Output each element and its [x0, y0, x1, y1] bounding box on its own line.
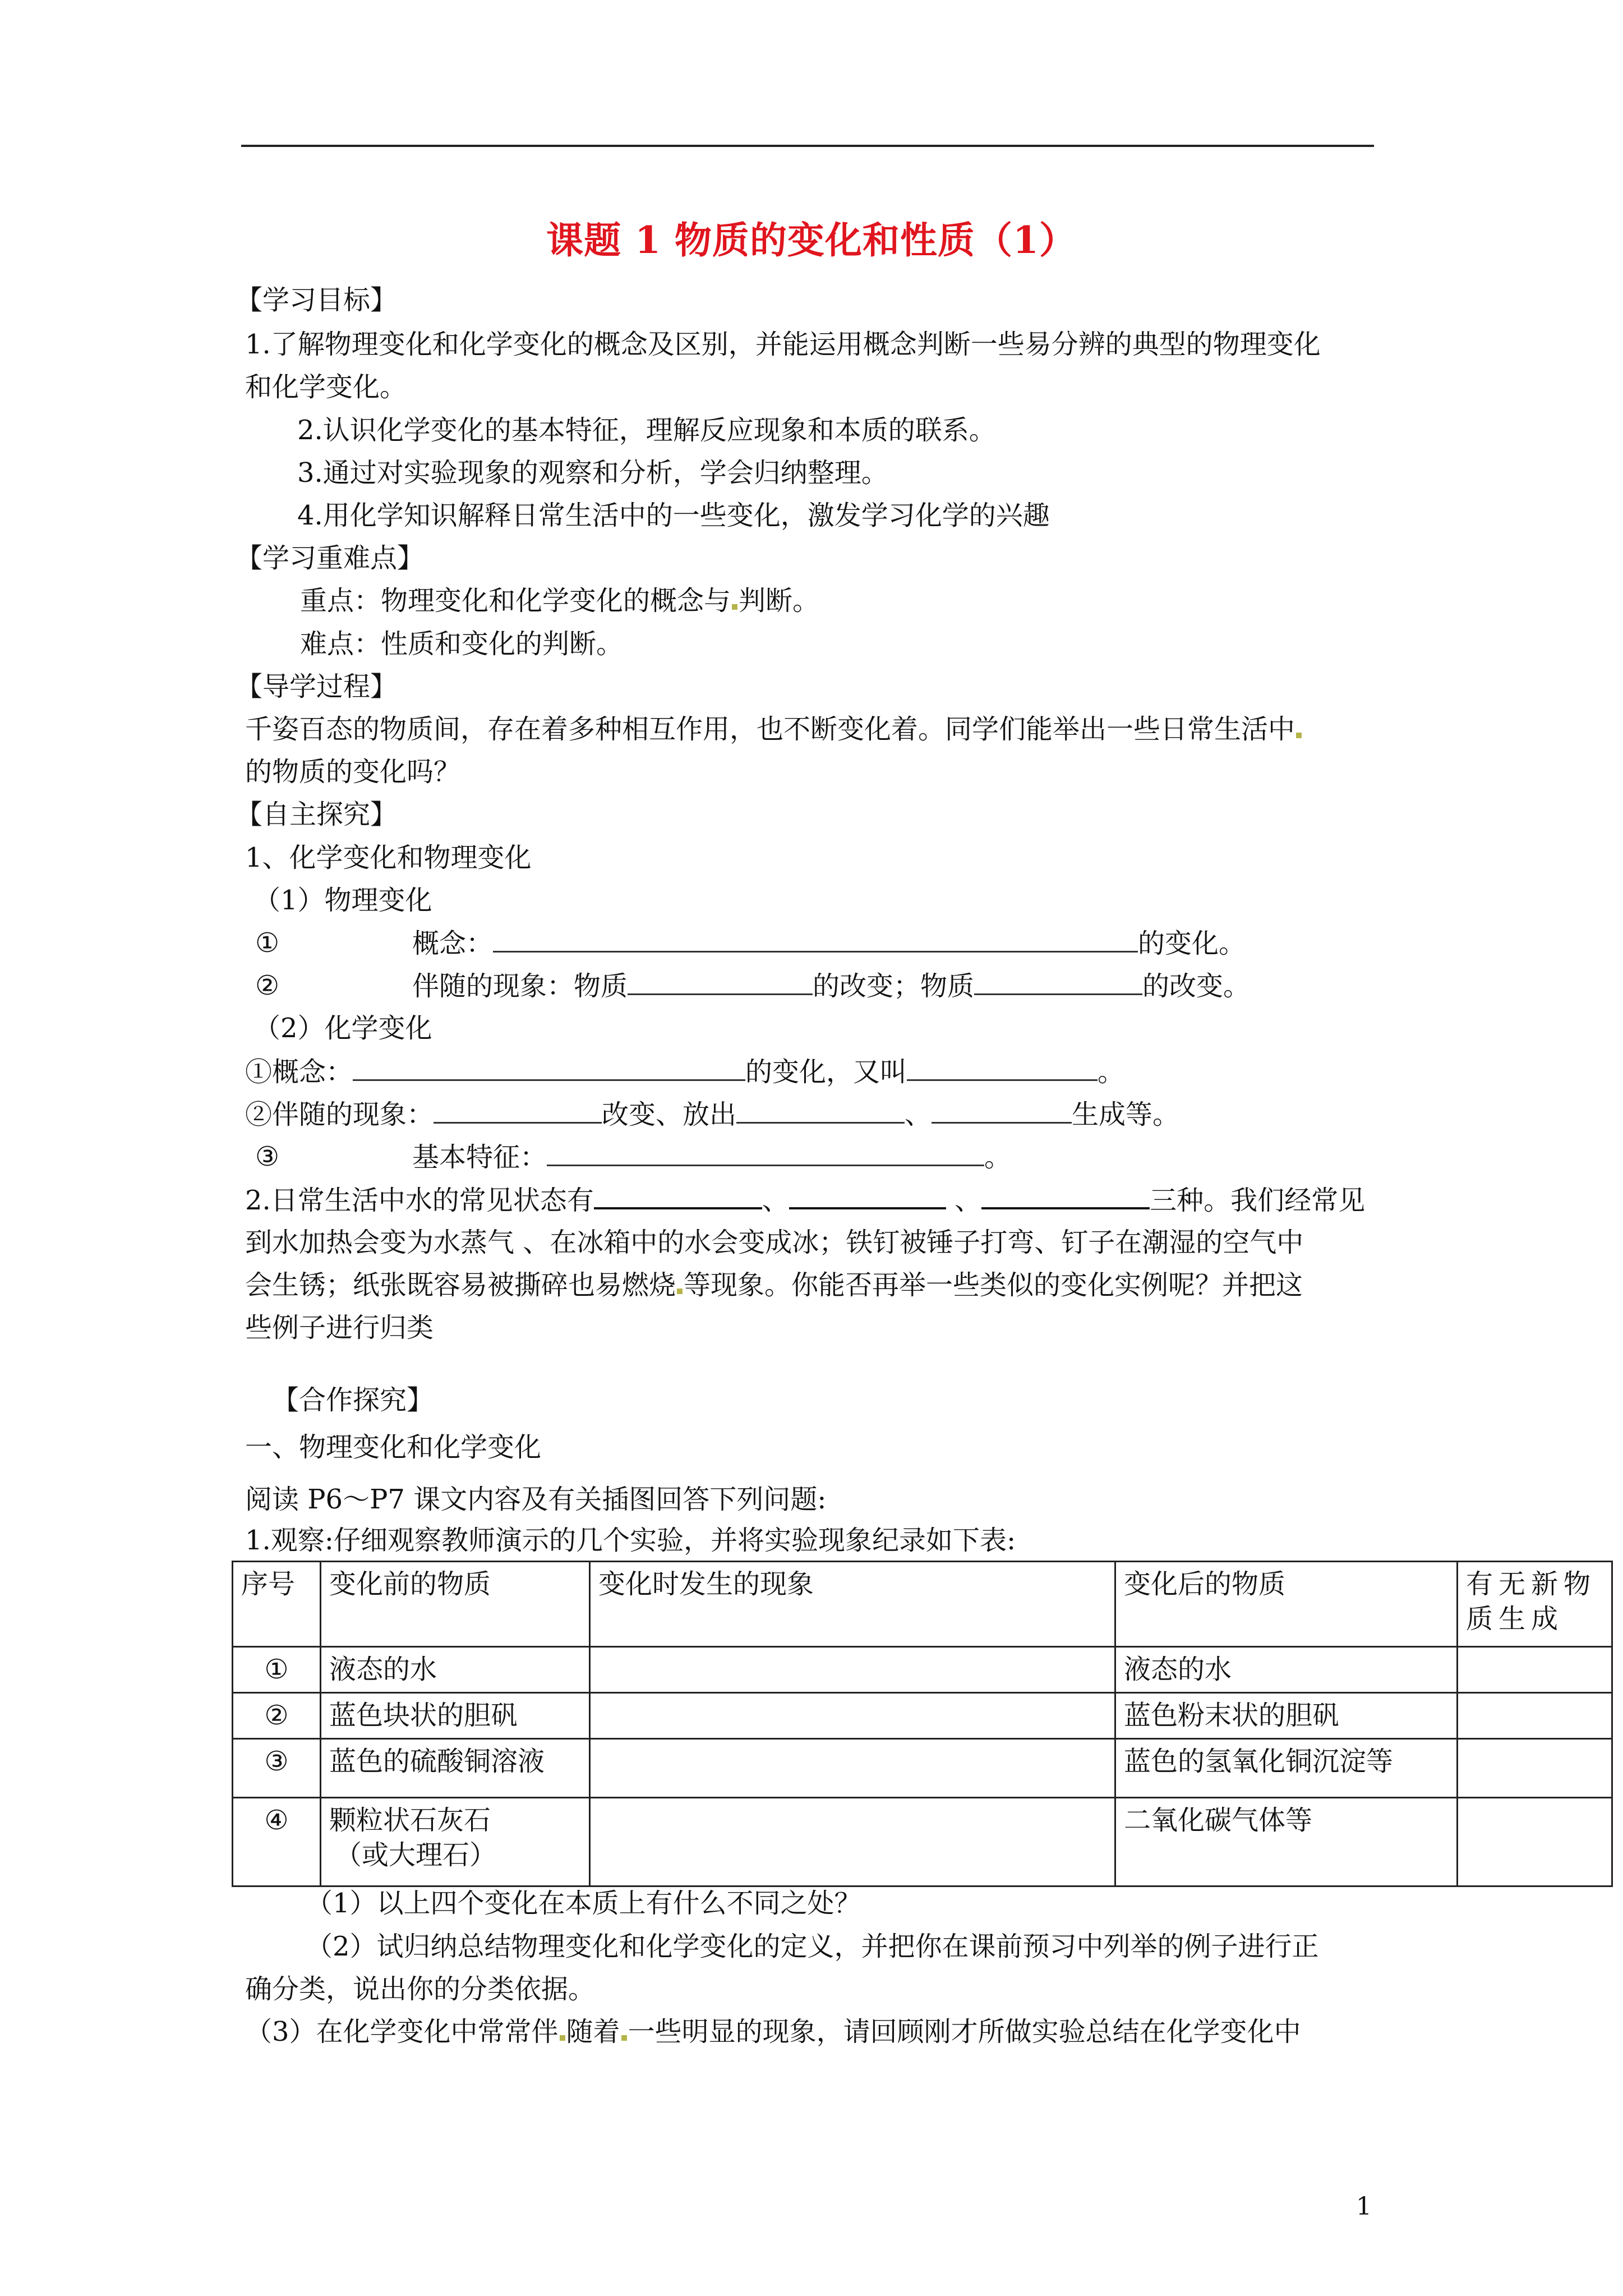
- edit-mark: [732, 604, 737, 610]
- goals-heading: 【学习目标】: [236, 284, 398, 316]
- page-number: 1: [1356, 2192, 1372, 2221]
- new-substance-cell[interactable]: [1458, 1647, 1612, 1693]
- new-substance-cell[interactable]: [1458, 1739, 1612, 1798]
- fill-blank[interactable]: [628, 969, 813, 995]
- table-header-row: [233, 1562, 1612, 1647]
- phenomenon-cell[interactable]: [590, 1647, 1115, 1693]
- physical-change-heading: （1）物理变化: [253, 885, 432, 916]
- question-3: （3）在化学变化中常常伴 随着 一些明显的现象，请回顾刚才所做实验总结在化学变化中: [245, 2016, 1301, 2047]
- before-cell: 颗粒状石灰石 （或大理石）: [321, 1798, 590, 1887]
- goal-3: 3.通过对实验现象的观察和分析，学会归纳整理。: [297, 457, 888, 489]
- after-cell: 蓝色的氢氧化铜沉淀等: [1115, 1739, 1458, 1798]
- row-number: ②: [233, 1693, 321, 1739]
- observation-table: [232, 1561, 1613, 1887]
- fill-blank[interactable]: [932, 1097, 1072, 1124]
- after-cell: 液态的水: [1115, 1647, 1458, 1693]
- goal-4: 4.用化学知识解释日常生活中的一些变化，激发学习化学的兴趣: [297, 500, 1050, 531]
- phenomenon-cell[interactable]: [590, 1693, 1115, 1739]
- reading-instruction: 阅读 P6～P7 课文内容及有关插图回答下列问题:: [245, 1484, 827, 1515]
- header-cell: 变化后的物质: [1115, 1562, 1458, 1647]
- fill-blank[interactable]: [547, 1140, 984, 1166]
- fill-blank[interactable]: [353, 1055, 745, 1081]
- fill-blank[interactable]: [493, 926, 1138, 953]
- before-cell: 液态的水: [321, 1647, 590, 1693]
- chem-feature-num: ③: [255, 1141, 280, 1172]
- chem-concept: ①概念： 的变化，又叫 。: [245, 1055, 1124, 1089]
- fill-blank[interactable]: [434, 1097, 602, 1124]
- row-number: ③: [233, 1739, 321, 1798]
- fill-blank[interactable]: [789, 1182, 946, 1209]
- question-1: （1）以上四个变化在本质上有什么不同之处？: [306, 1888, 861, 1919]
- row-number: ④: [233, 1798, 321, 1887]
- fill-blank[interactable]: [594, 1182, 762, 1209]
- phenomenon-cell[interactable]: [590, 1739, 1115, 1798]
- observe-instruction: 1.观察:仔细观察教师演示的几个实验，并将实验现象纪录如下表:: [245, 1525, 1016, 1556]
- fill-blank[interactable]: [907, 1055, 1098, 1081]
- before-cell: 蓝色的硫酸铜溶液: [321, 1739, 590, 1798]
- header-cell: 变化时发生的现象: [590, 1562, 1115, 1647]
- page-title: 课题 1 物质的变化和性质（1）: [546, 218, 1077, 262]
- goal-1-line-1: 1.了解物理变化和化学变化的概念及区别，并能运用概念判断一些易分辨的典型的物理变化: [245, 329, 1321, 360]
- question-2-line-2: 确分类，说出你的分类依据。: [245, 1973, 596, 2005]
- self-heading: 【自主探究】: [236, 799, 398, 830]
- edit-mark: [621, 2035, 627, 2041]
- edit-mark: [560, 2035, 565, 2041]
- before-cell: 蓝色块状的胆矾: [321, 1693, 590, 1739]
- self-section-1: 1、化学变化和物理变化: [245, 842, 532, 873]
- header-cell: 有无新物质生成: [1458, 1562, 1612, 1647]
- edit-mark: [1296, 733, 1302, 738]
- water-text-4: 些例子进行归类: [245, 1312, 434, 1343]
- coop-heading: 【合作探究】: [272, 1384, 434, 1416]
- guide-text: 千姿百态的物质间，存在着多种相互作用，也不断变化着。同学们能举出一些日常生活中: [245, 712, 1303, 746]
- water-text-2: 到水加热会变为水蒸气 、在冰箱中的水会变成冰；铁钉被锤子打弯、钉子在潮湿的空气中: [245, 1227, 1304, 1258]
- new-substance-cell[interactable]: [1458, 1798, 1612, 1887]
- water-states: 2.日常生活中水的常见状态有 、 、 三种。我们经常见: [245, 1182, 1365, 1217]
- chem-phenomenon: ②伴随的现象： 改变、放出 、 生成等。: [245, 1097, 1179, 1131]
- phys-phenomenon: 伴随的现象：物质 的改变；物质 的改变。: [412, 969, 1250, 1003]
- phenomenon-cell[interactable]: [590, 1798, 1115, 1887]
- hard-point: 难点：性质和变化的判断。: [300, 628, 624, 660]
- fill-blank[interactable]: [974, 969, 1142, 995]
- chemical-change-heading: （2）化学变化: [253, 1013, 432, 1044]
- key-point: 重点：物理变化和化学变化的概念与 判断。: [300, 585, 820, 616]
- goal-1-line-2: 和化学变化。: [245, 371, 407, 403]
- after-cell: 蓝色粉末状的胆矾: [1115, 1693, 1458, 1739]
- edit-mark: [677, 1289, 683, 1294]
- fill-blank[interactable]: [736, 1097, 905, 1124]
- header-rule: [241, 145, 1374, 147]
- after-cell: 二氧化碳气体等: [1115, 1798, 1458, 1887]
- header-cell: 变化前的物质: [321, 1562, 590, 1647]
- phys-concept: 概念： 的变化。: [412, 926, 1246, 960]
- guide-heading: 【导学过程】: [236, 671, 398, 702]
- goal-2: 2.认识化学变化的基本特征，理解反应现象和本质的联系。: [297, 415, 996, 446]
- question-2-line-1: （2）试归纳总结物理变化和化学变化的定义，并把你在课前预习中列举的例子进行正: [306, 1931, 1319, 1962]
- phys-phenomenon-num: ②: [255, 970, 280, 1001]
- difficulty-heading: 【学习重难点】: [236, 542, 425, 574]
- coop-section-1: 一、物理变化和化学变化: [245, 1432, 542, 1463]
- phys-concept-num: ①: [255, 927, 280, 959]
- fill-blank[interactable]: [981, 1182, 1150, 1209]
- water-text-3: 会生锈；纸张既容易被撕碎也易燃烧 等现象。你能否再举一些类似的变化实例呢？并把这: [245, 1269, 1303, 1301]
- table-row: [233, 1647, 1612, 1693]
- chem-feature: 基本特征： 。: [412, 1140, 1011, 1174]
- header-cell: 序号: [233, 1562, 321, 1647]
- row-number: ①: [233, 1647, 321, 1693]
- table-row: [233, 1693, 1612, 1739]
- guide-text-2: 的物质的变化吗？: [245, 756, 461, 788]
- new-substance-cell[interactable]: [1458, 1693, 1612, 1739]
- table-row: [233, 1739, 1612, 1798]
- table-row: [233, 1798, 1612, 1887]
